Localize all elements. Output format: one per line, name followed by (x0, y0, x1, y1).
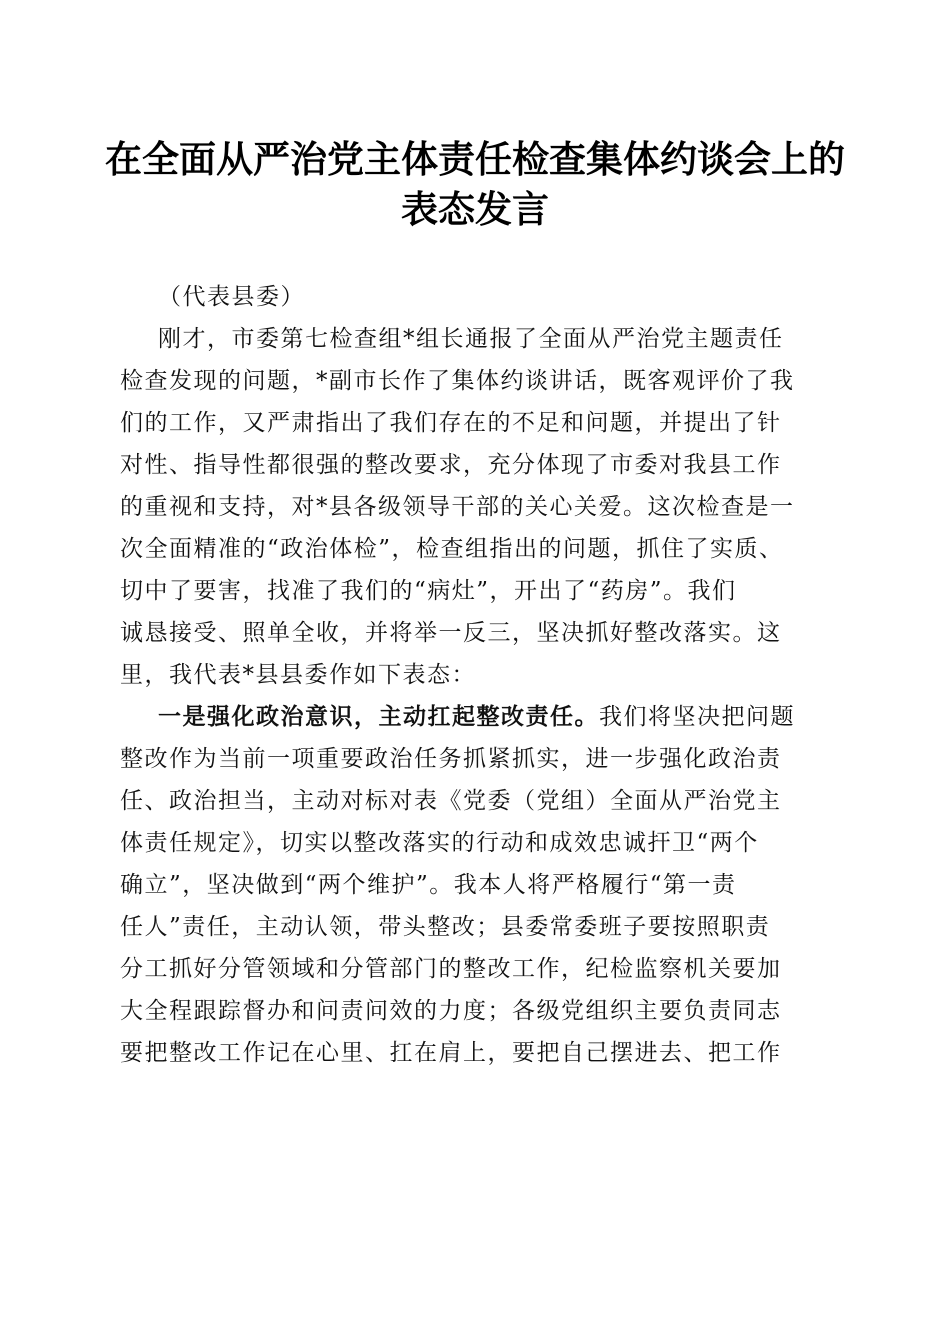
paragraph-2-line: 整改作为当前一项重要政治任务抓紧抓实，进一步强化政治责 (120, 746, 782, 772)
paragraph-2-heading: 一是强化政治意识，主动扛起整改责任。 (158, 703, 599, 730)
paragraph-1-line: 次全面精准的“政治体检”，检查组指出的问题，抓住了实质、 (120, 536, 784, 562)
paragraph-2-line: 体责任规定》，切实以整改落实的行动和成效忠诚扞卫“两个 (120, 830, 759, 856)
paragraph-1-line: 刚才，市委第七检查组*组长通报了全面从严治党主题责任 (158, 326, 784, 352)
paragraph-1-line: 里，我代表*县县委作如下表态： (120, 662, 476, 688)
title-line-1: 在全面从严治党主体责任检查集体约谈会上的 (105, 137, 845, 181)
paragraph-2-line: 大全程跟踪督办和问责问效的力度；各级党组织主要负责同志 (120, 998, 782, 1024)
byline: （代表县委） (158, 284, 305, 310)
paragraph-1-line: 诚恳接受、照单全收，并将举一反三，坚决抓好整改落实。这 (120, 620, 782, 646)
document-body (120, 276, 832, 1074)
paragraph-2-line: 分工抓好分管领域和分管部门的整改工作，纪检监察机关要加 (120, 956, 782, 982)
paragraph-1-line: 检查发现的问题，*副市长作了集体约谈讲话，既客观评价了我 (120, 368, 795, 394)
title-line-2: 表态发言 (401, 187, 549, 231)
paragraph-2-first-rest: 我们将坚决把问题 (599, 704, 795, 730)
paragraph-1-line: 们的工作，又严肃指出了我们存在的不足和问题，并提出了针 (120, 410, 782, 436)
paragraph-2-line: 任人”责任，主动认领，带头整改；县委常委班子要按照职责 (120, 914, 771, 940)
paragraph-2-line: 要把整改工作记在心里、扛在肩上，要把自己摆进去、把工作 (120, 1040, 782, 1066)
paragraph-2-line: 确立”，坚决做到“两个维护”。我本人将严格履行“第一责 (120, 872, 737, 898)
paragraph-1-line: 对性、指导性都很强的整改要求，充分体现了市委对我县工作 (120, 452, 782, 478)
paragraph-1-line: 的重视和支持，对*县各级领导干部的关心关爱。这次检查是一 (120, 494, 795, 520)
document-title (100, 134, 850, 234)
paragraph-2-line: 任、政治担当，主动对标对表《党委（党组）全面从严治党主 (120, 788, 782, 814)
paragraph-2-first-line (120, 696, 832, 738)
paragraph-1-line: 切中了要害，找准了我们的“病灶”，开出了“药房”。我们 (120, 578, 737, 604)
